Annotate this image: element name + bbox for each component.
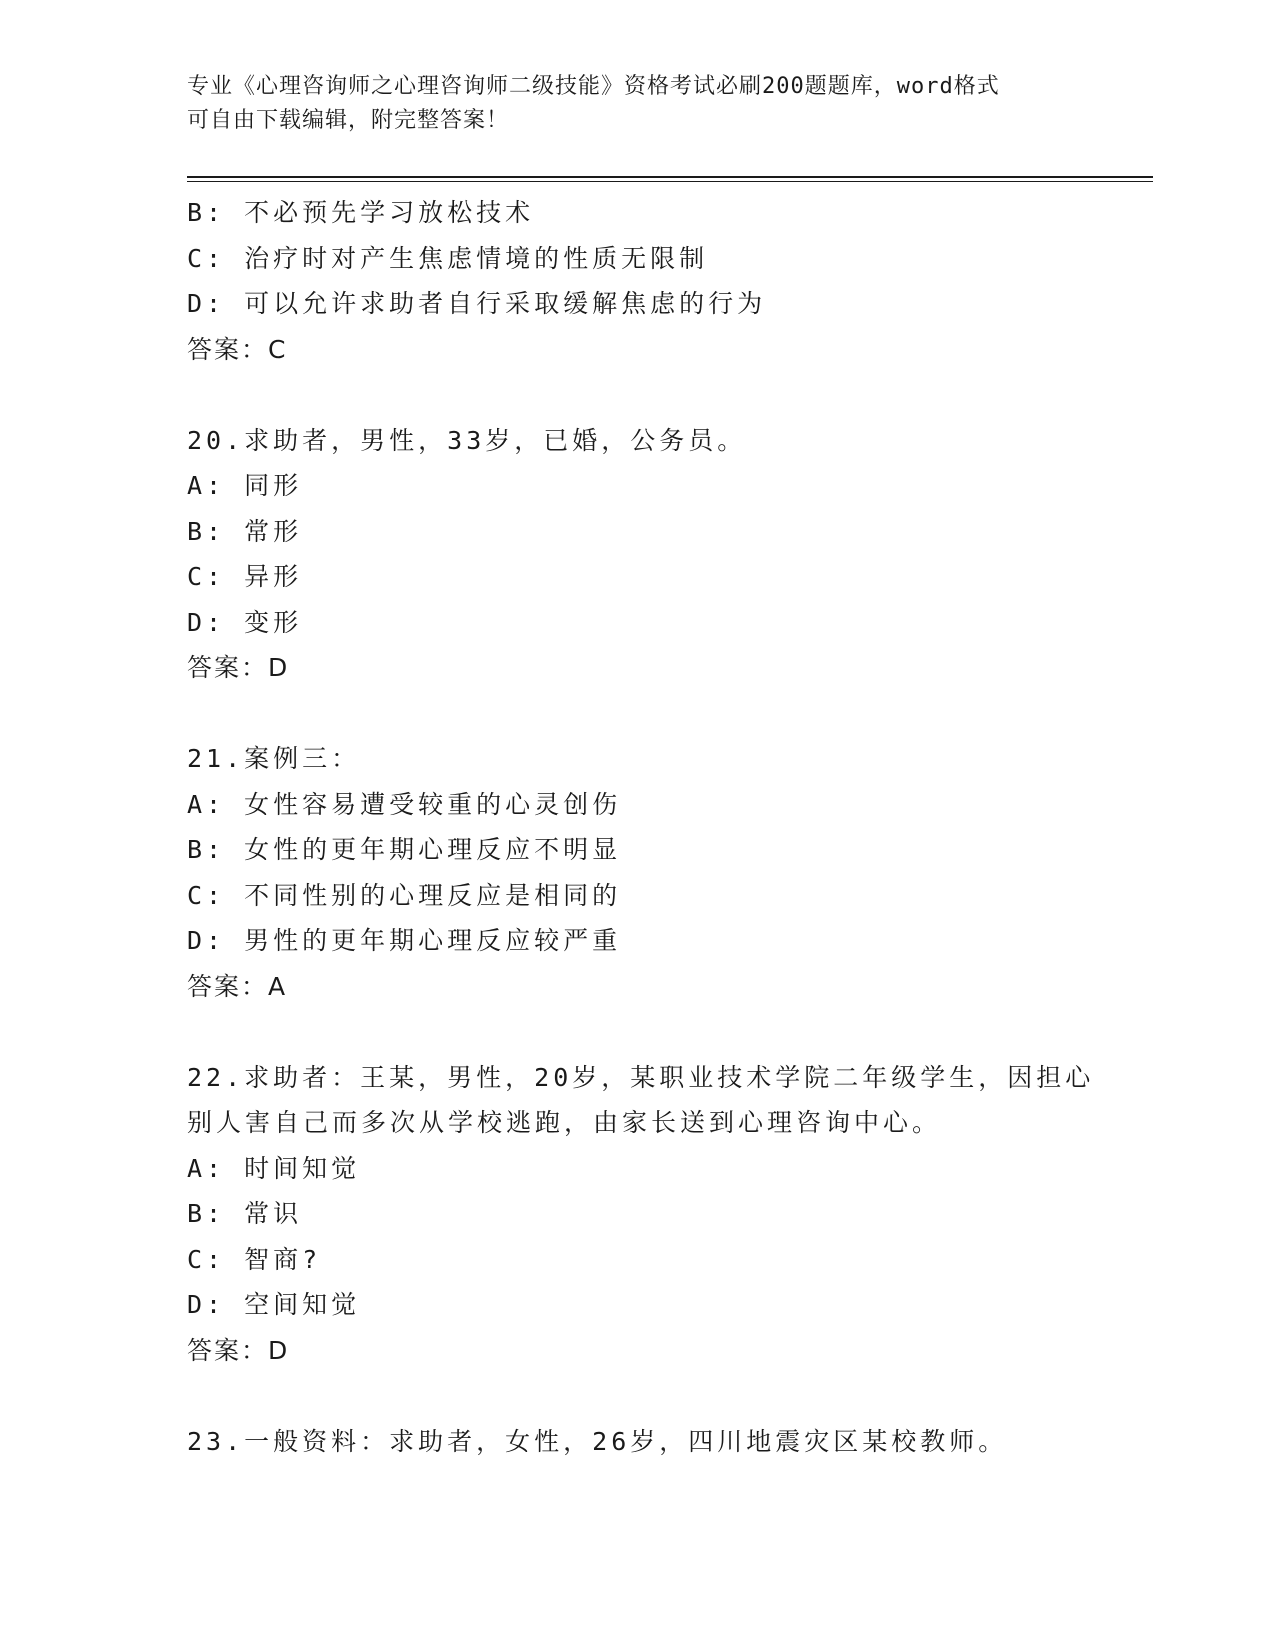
option-b: B: 常形 — [187, 516, 303, 546]
question-text: 21.案例三： — [187, 744, 361, 773]
question-block-22 — [187, 1055, 1095, 1374]
option-c: C: 智商? — [187, 1244, 322, 1274]
answer-line: 答案：D — [187, 653, 290, 682]
option-b: B: 不必预先学习放松技术 — [187, 198, 535, 227]
header-rule-thick — [187, 176, 1153, 178]
option-d: D: 变形 — [187, 607, 303, 637]
question-text: 23.一般资料：求助者，女性，26岁，四川地震灾区某校教师。 — [187, 1426, 1008, 1456]
option-d: D: 可以允许求助者自行采取缓解焦虑的行为 — [187, 289, 767, 318]
header-line-1: 专业《心理咨询师之心理咨询师二级技能》资格考试必刷200题题库，word格式 — [187, 74, 1000, 99]
question-block-19 — [187, 190, 1087, 372]
option-b: B: 女性的更年期心理反应不明显 — [187, 835, 622, 864]
option-a: A: 同形 — [187, 471, 303, 500]
answer-line: 答案：A — [187, 971, 288, 1001]
question-text-line-1: 22.求助者：王某，男性，20岁，某职业技术学院二年级学生，因担心 — [187, 1062, 1095, 1092]
header-rule-thin — [187, 181, 1153, 182]
spacer — [187, 691, 1087, 737]
option-d: D: 男性的更年期心理反应较严重 — [187, 926, 622, 955]
page-header — [187, 70, 1087, 138]
question-text: 20.求助者，男性，33岁，已婚，公务员。 — [187, 425, 747, 455]
answer-line: 答案：D — [187, 1335, 290, 1365]
option-a: A: 时间知觉 — [187, 1153, 361, 1183]
option-b: B: 常识 — [187, 1199, 303, 1228]
question-block-20 — [187, 418, 1087, 691]
option-d: D: 空间知觉 — [187, 1290, 361, 1319]
question-content — [187, 190, 1095, 1464]
spacer — [187, 1009, 1087, 1055]
question-block-23 — [187, 1419, 1087, 1465]
question-text-line-2: 别人害自己而多次从学校逃跑，由家长送到心理咨询中心。 — [187, 1108, 942, 1137]
option-c: C: 治疗时对产生焦虑情境的性质无限制 — [187, 243, 709, 273]
option-c: C: 不同性别的心理反应是相同的 — [187, 880, 622, 910]
option-c: C: 异形 — [187, 562, 303, 591]
header-line-2: 可自由下载编辑，附完整答案！ — [187, 108, 510, 133]
spacer — [187, 1373, 1087, 1419]
option-a: A: 女性容易遭受较重的心灵创伤 — [187, 789, 622, 819]
answer-line: 答案：C — [187, 334, 288, 364]
question-block-21 — [187, 736, 1087, 1009]
spacer — [187, 372, 1087, 418]
